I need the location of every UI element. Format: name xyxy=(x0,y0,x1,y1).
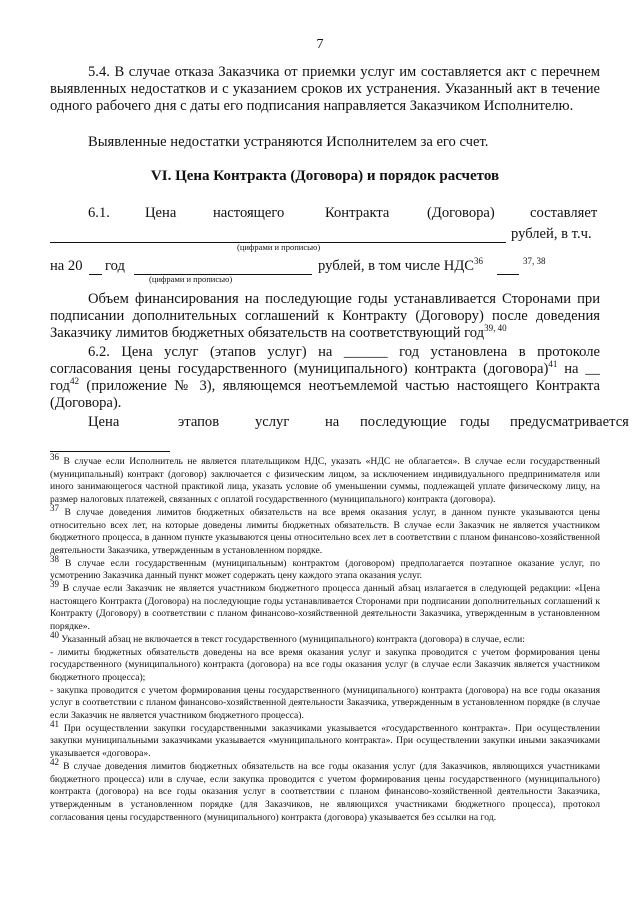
footnote-42 xyxy=(50,756,600,825)
next-years-word: последующие xyxy=(360,414,447,430)
next-years-price-line xyxy=(50,414,629,431)
year-prefix: на 20 xyxy=(50,258,83,274)
section-6-heading: VI. Цена Контракта (Договора) и порядок расчетов xyxy=(150,168,500,184)
footnote-text: В случае доведения лимитов бюджетных обязательств на все годы оказания услуг (для Заказчиков, являющихся участниками бюджетного процесса) или в случае, если закупка проводится с учетом формирования цены государственного (муниципального) контракта (договора) на все годы оказания услуг в соответствии с планом финансово-хозяйственной деятельности Заказчика, утвержденным в установленном порядке (для Заказчиков, не являющихся участниками бюджетного процесса), протокол согласования цены государственного (муниципального) контракта (договора) указывается без ссылки на год. xyxy=(50,760,600,823)
next-years-word: на xyxy=(325,414,340,430)
footnote-ref-37-38: 37, 38 xyxy=(523,256,546,267)
footnote-36 xyxy=(50,451,600,507)
clause-6-1-line3 xyxy=(50,258,600,275)
footnote-39 xyxy=(50,578,600,634)
vat-blank-line xyxy=(497,261,519,275)
footnote-text: В случае если государственным (муниципальным) контрактом (договором) предполагается поэтапное оказание услуг, по усмотрению Заказчика данный пункт может содержать цену каждого этапа оказания услуг. xyxy=(50,557,600,582)
clause-6-1-word: Цена xyxy=(145,205,177,221)
footnote-text: В случае доведения лимитов бюджетных обязательств на все время оказания услуг, в данном пункте указываются цены относительно всех лет, на которые доведены лимиты бюджетных обязательств. В случае если Заказчик не является участником бюджетного процесса, в данном пункте указываются цены относительно всех лет в соответствии с планом финансово-хозяйственной деятельности Заказчика, утвержденным в установленном порядке. xyxy=(50,506,600,556)
clause-5-4-paragraph: 5.4. В случае отказа Заказчика от приемки услуг им составляется акт с перечнем выявленных недостатков и с указанием сроков их устранения. Указанный акт в течение одного рабочего дня с даты его подписания направляется Заказчиком Исполнителю. xyxy=(50,64,600,114)
footnote-ref-36: 36 xyxy=(474,256,484,267)
footnote-text: - закупка проводится с учетом формирования цены государственного (муниципального) контракта (договора) на все годы оказания услуг в соответствии с планом финансово-хозяйственной деятельности Заказчика, утвержденным в установленном порядке (в случае если Заказчик не является участником бюджетного процесса). xyxy=(50,684,600,722)
footnote-number: 42 xyxy=(50,756,59,767)
next-years-word: годы xyxy=(460,414,490,430)
footnote-number: 37 xyxy=(50,502,59,513)
next-years-word: этапов xyxy=(178,414,220,430)
footnote-text: В случае если Заказчик не является участником бюджетного процесса данный абзац излагается в следующей редакции: «Цена настоящего Контракта (Договора) на последующие годы устанавливается Сторонами при подписании дополнительных соглашений к Контракту (Договору) в соответствии с планом финансово-хозяйственной деятельности Заказчика, утвержденным в установленном порядке». xyxy=(50,583,600,633)
year-price-blank-line xyxy=(134,261,312,275)
clause-6-1-word: Контракта xyxy=(325,205,390,221)
footnote-41 xyxy=(50,718,600,761)
price-blank-line xyxy=(50,229,506,243)
year-word: год xyxy=(105,258,125,274)
footnote-ref-42: 42 xyxy=(69,376,79,387)
footnote-number: 41 xyxy=(50,718,59,729)
footnote-40 xyxy=(50,629,600,647)
next-years-word: Цена xyxy=(88,414,120,430)
footnote-text: В случае если Исполнитель не является плательщиком НДС, указать «НДС не облагается». В случае если государственный (муниципальный) контракт (договор) заключается с физическим лицом, за исключением индивидуального предпринимателя или иного занимающегося частной практикой лица, указать условие об уменьшении суммы, подлежащей уплате физическому лицу, на размер налоговых платежей, связанных с оплатой государственного (муниципального) контракта (договора). xyxy=(50,456,600,506)
clause-6-1-line2 xyxy=(50,226,600,243)
footnote-number: 36 xyxy=(50,451,59,462)
clause-6-1-rubles-text: рублей, в т.ч. xyxy=(511,226,592,242)
footnote-40-item-2 xyxy=(50,685,600,723)
footnote-text: Указанный абзац не включается в текст государственного (муниципального) контракта (договора) в случае, если: xyxy=(59,633,525,645)
footnote-37 xyxy=(50,502,600,558)
footnote-ref-41: 41 xyxy=(548,359,558,370)
year-amount-caption: (цифрами и прописью) xyxy=(149,274,233,284)
clause-6-1-word: настоящего xyxy=(213,205,285,221)
clause-6-1-word: (Договора) xyxy=(427,205,495,221)
next-years-word: предусматривается xyxy=(510,414,629,430)
clause-6-1-line1 xyxy=(50,205,600,222)
page-number: 7 xyxy=(316,37,324,52)
amount-caption: (цифрами и прописью) xyxy=(237,242,321,252)
clause-6-1-number: 6.1. xyxy=(88,205,110,221)
footnotes xyxy=(50,451,600,824)
clause-6-2-appendix-text: (приложение № 3), являющемся неотъемлемой частью настоящего Контракта (Договора). xyxy=(50,378,600,411)
financing-paragraph xyxy=(50,291,600,342)
vat-text: рублей, в том числе НДС xyxy=(318,258,475,274)
footnote-text: - лимиты бюджетных обязательств доведены на все время оказания услуг и закупка проводится с учетом формирования цены государственного (муниципального) контракта (договора) на все годы оказания услуг (в случае если Заказчик является участником бюджетного процесса); xyxy=(50,646,600,683)
footnote-38 xyxy=(50,553,600,583)
footnote-ref-39-40: 39, 40 xyxy=(484,323,507,334)
footnote-40-item-1 xyxy=(50,647,600,685)
clause-6-1-word: составляет xyxy=(530,205,598,221)
clause-6-2-paragraph xyxy=(50,344,600,412)
footnote-number: 39 xyxy=(50,578,59,589)
clause-6-2-year-text: на __ год xyxy=(50,361,600,394)
next-years-word: услуг xyxy=(255,414,290,430)
footnote-separator xyxy=(50,451,170,452)
footnote-text: При осуществлении закупки государственными заказчиками указывается «государственного контракта». При осуществлении закупки муниципальными заказчиками указывается «муниципального контракта». При осуществлении закупки иными заказчиками указывается «договора». xyxy=(50,722,600,760)
clause-6-2-text: 6.2. Цена услуг (этапов услуг) на ______ год установлена в протоколе согласования цены государственного (муниципального) контракта (договора) xyxy=(50,344,600,377)
footnote-number: 40 xyxy=(50,629,59,640)
clause-5-4-defects-paragraph: Выявленные недостатки устраняются Исполнителем за его счет. xyxy=(88,134,489,150)
year-blank-line xyxy=(89,261,102,275)
financing-text: Объем финансирования на последующие годы устанавливается Сторонами при подписании дополнительных соглашений к Контракту (Договору) после доведения Заказчику лимитов бюджетных обязательств на соответствующий год xyxy=(50,291,600,341)
footnote-number: 38 xyxy=(50,553,59,564)
